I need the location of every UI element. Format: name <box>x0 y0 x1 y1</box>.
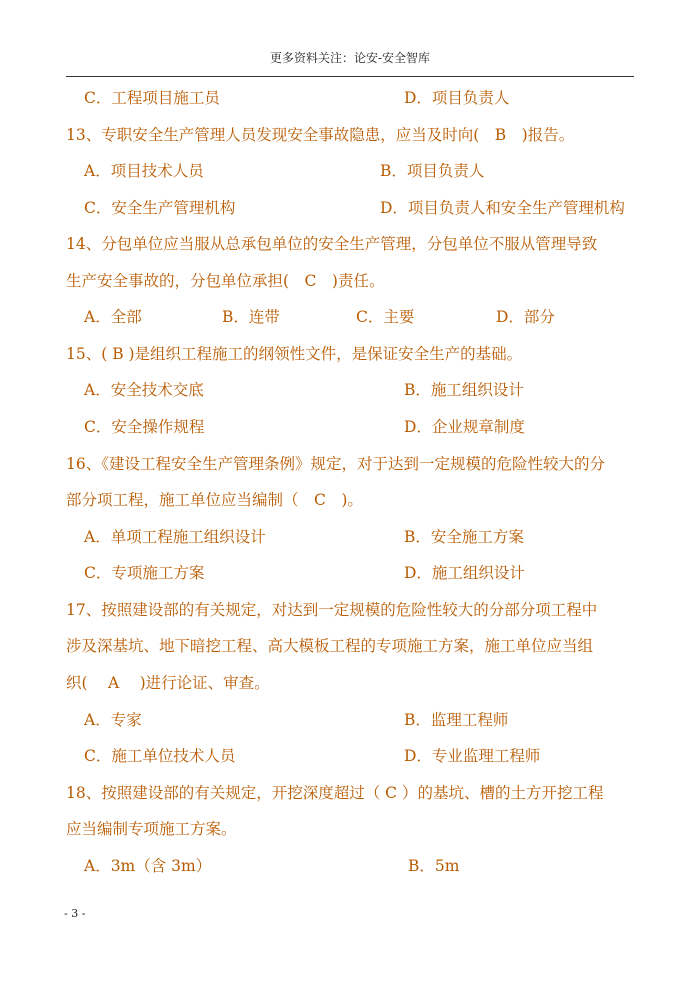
question-17-line-2: 涉及深基坑、地下暗挖工程、高大模板工程的专项施工方案，施工单位应当组 <box>66 637 594 655</box>
option-c: C．施工单位技术人员 <box>84 747 236 765</box>
option-d: D．部分 <box>496 308 555 326</box>
option-a: A．项目技术人员 <box>84 162 204 180</box>
option-a: A．3m（含 3m） <box>84 857 212 875</box>
option-c: C．工程项目施工员 <box>84 89 220 107</box>
option-b: B．监理工程师 <box>404 711 509 729</box>
option-c: C．专项施工方案 <box>84 564 205 582</box>
option-a: A．全部 <box>84 308 142 326</box>
option-b: B．施工组织设计 <box>404 381 524 399</box>
question-13: 13、专职安全生产管理人员发现安全事故隐患，应当及时向( B )报告。 <box>66 126 575 144</box>
option-d: D．项目负责人 <box>404 89 510 107</box>
question-17-line-1: 17、按照建设部的有关规定，对达到一定规模的危险性较大的分部分项工程中 <box>66 601 598 619</box>
option-d: D．项目负责人和安全生产管理机构 <box>380 199 625 217</box>
option-b: B．5m <box>408 857 460 875</box>
option-a: A．安全技术交底 <box>84 381 204 399</box>
page-header: 更多资料关注：论安-安全智库 <box>269 51 431 65</box>
question-15: 15、( B )是组织工程施工的纲领性文件，是保证安全生产的基础。 <box>66 345 523 363</box>
option-b: B．安全施工方案 <box>404 528 524 546</box>
option-d: D．企业规章制度 <box>404 418 525 436</box>
option-c: C．安全生产管理机构 <box>84 199 236 217</box>
question-16-line-1: 16、《建设工程安全生产管理条例》规定，对于达到一定规模的危险性较大的分 <box>66 455 605 473</box>
option-a: A．单项工程施工组织设计 <box>84 528 266 546</box>
question-18-line-1: 18、按照建设部的有关规定，开挖深度超过（ C ）的基坑、槽的土方开挖工程 <box>66 784 604 802</box>
header-divider <box>66 76 634 77</box>
option-d: D．专业监理工程师 <box>404 747 541 765</box>
option-c: C．主要 <box>356 308 415 326</box>
question-16-line-2: 部分项工程，施工单位应当编制（ C )。 <box>66 491 363 509</box>
option-d: D．施工组织设计 <box>404 564 525 582</box>
option-b: B．连带 <box>222 308 280 326</box>
question-14-line-1: 14、分包单位应当服从总承包单位的安全生产管理，分包单位不服从管理导致 <box>66 235 598 253</box>
question-14-line-2: 生产安全事故的，分包单位承担( C )责任。 <box>66 272 385 290</box>
question-17-line-3: 织( A )进行论证、审查。 <box>66 674 270 692</box>
option-a: A．专家 <box>84 711 142 729</box>
option-b: B．项目负责人 <box>380 162 485 180</box>
option-c: C．安全操作规程 <box>84 418 205 436</box>
page-number: - 3 - <box>64 907 86 920</box>
question-18-line-2: 应当编制专项施工方案。 <box>66 820 237 838</box>
